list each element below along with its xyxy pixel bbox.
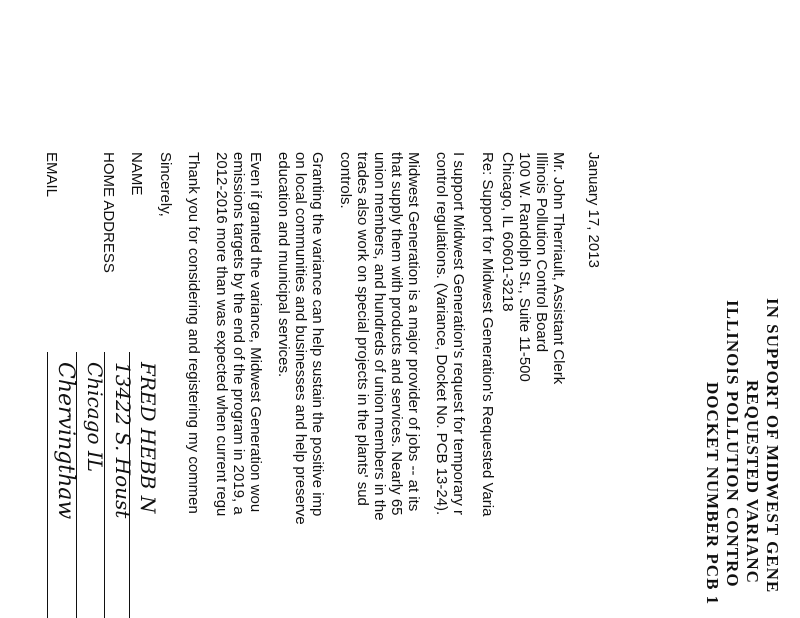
body-p1-line-2: control regulations. (Variance, Docket No. PCB 13-24). [433, 152, 450, 516]
recipient-name: Mr. John Therriault, Assistant Clerk [550, 152, 567, 385]
body-p4-line-2: emissions targets by the end of the program in 2019, a [230, 152, 247, 515]
body-p3-line-1: Granting the variance can help sustain the positive imp [309, 152, 326, 517]
header-line-1: IN SUPPORT OF MIDWEST GENE [763, 298, 782, 594]
body-p3-line-2: on local communities and businesses and help preserve [292, 152, 309, 525]
letter-date: January 17, 2013 [585, 152, 602, 268]
body-p3-line-3: education and municipal services. [275, 152, 292, 378]
recipient-street: 100 W. Randolph St., Suite 11-500 [516, 152, 533, 382]
handwritten-name: FRED HEBB N [136, 362, 160, 514]
body-p2-line-2: that supply them with products and services. Nearly 65 [388, 152, 405, 516]
body-p2-line-1: Midwest Generation is a major provider of jobs -- at its [405, 152, 422, 512]
email-underline [47, 352, 48, 618]
body-p4-line-1: Even if granted the variance, Midwest Generation wou [247, 152, 264, 513]
body-p2-line-5: controls. [337, 152, 354, 209]
header-line-3: ILLINOIS POLLUTION CONTRO [723, 300, 742, 588]
header-line-4: DOCKET NUMBER PCB 1 [703, 382, 722, 606]
body-p2-line-4: trades also work on special projects in the plants' sud [354, 152, 371, 506]
subject-line: Re: Support for Midwest Generation's Requested Varia [479, 152, 496, 517]
recipient-city: Chicago, IL 60601-3218 [499, 152, 516, 312]
body-p2-line-3: union members, and hundreds of union members in the [371, 152, 388, 521]
handwritten-address-2: Chicago IL [83, 362, 107, 473]
label-home-address: HOME ADDRESS [100, 152, 117, 273]
body-p1-line-1: I support Midwest Generation's request for temporary r [450, 152, 467, 516]
label-name: NAME [128, 152, 145, 196]
closing: Sincerely, [157, 152, 174, 217]
handwritten-address-1: 13422 S. Houst [111, 362, 135, 519]
body-p5-line-1: Thank you for considering and registering my commen [185, 152, 202, 514]
label-email: EMAIL [43, 152, 60, 198]
body-p4-line-3: 2012-2016 more than was expected when current regu [213, 152, 230, 517]
header-line-2: REQUESTED VARIANC [743, 380, 762, 584]
recipient-org: Illinois Pollution Control Board [533, 152, 550, 353]
handwritten-email: Chervingthaw [53, 362, 78, 520]
